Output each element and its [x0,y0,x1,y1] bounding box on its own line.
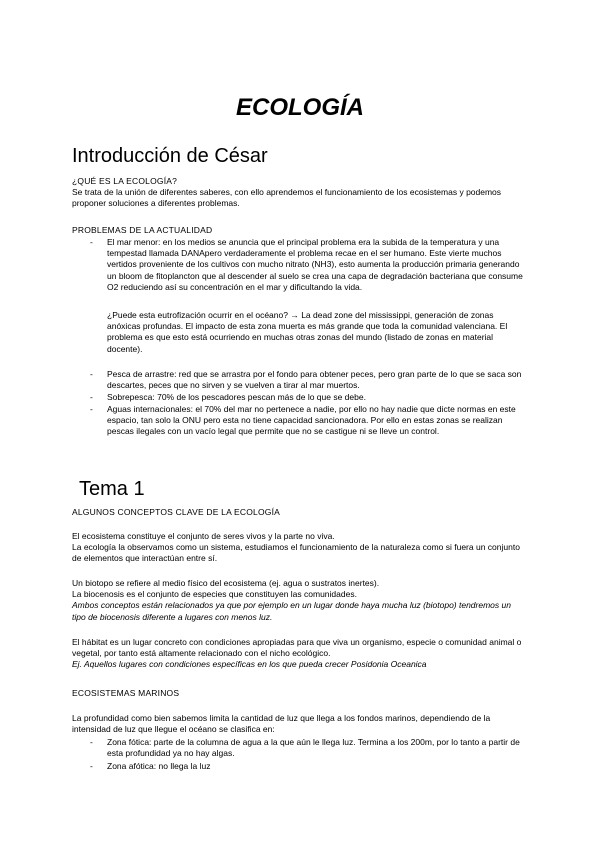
section-heading-problemas: PROBLEMAS DE LA ACTUALIDAD [72,225,213,235]
tema1-heading: Tema 1 [79,478,145,500]
list-item-pesca-arrastre: Pesca de arrastre: red que se arrastra por el fondo para obtener peces, pero gran parte de lo que se saca son descartes, peces que no sirven y se vuelven a tirar al mar muertos. [107,369,522,391]
paragraph-habitat [72,637,527,671]
section-heading-que-es: ¿QUÉ ES LA ECOLOGÍA? [72,176,178,186]
paragraph-text: La biocenosis es el conjunto de especies que constituyen las comunidades. [72,589,357,600]
bullet-marker: - [90,737,93,747]
list-item-sobrepesca: Sobrepesca: 70% de los pescadores pescan más de lo que se debe. [107,392,366,402]
paragraph-text: Un biotopo se refiere al medio físico del ecosistema (ej. agua o sustratos inertes). [72,578,380,588]
section-heading-conceptos: ALGUNOS CONCEPTOS CLAVE DE LA ECOLOGÍA [72,507,281,517]
document-title: ECOLOGÍA [235,94,364,121]
paragraph-text: El hábitat es un lugar concreto con condiciones apropiadas para que viva un organismo, especie o comunidad animal o vegetal, por tanto está altamente relacionado con el nicho ecológico. [72,637,522,659]
paragraph-biotopo [72,578,527,623]
bullet-marker: - [90,761,93,771]
list-item-aguas-internacionales: Aguas internacionales: el 70% del mar no pertenece a nadie, por ello no hay nadie que dicte normas en este espacio, tan solo la ONU pero esta no tiene capacidad sancionadora. Por ello en estas zonas se realizan pescas ilegales con un vacío legal que permite que no se castigue ni se lleve un control. [107,404,516,437]
list-item-zona-fotica: Zona fótica: parte de la columna de agua a la que aún le llega luz. Termina a los 200m, por lo tanto a partir de esta profundidad ya no hay algas. [107,737,520,759]
paragraph-ecosistema [72,531,527,565]
section-heading-ecosistemas-marinos: ECOSISTEMAS MARINOS [72,688,180,698]
paragraph-text: La profundidad como bien sabemos limita la cantidad de luz que llega a los fondos marinos, dependiendo de la intensidad de luz que llegue el océano se clasifica en: [72,713,491,735]
bullet-marker: - [90,369,93,379]
list-item-zona-afotica: Zona afótica: no llega la luz [107,761,211,771]
paragraph-profundidad [72,713,527,735]
bullet-marker: - [90,404,93,414]
bullet-marker: - [90,392,93,402]
paragraph-text-italic: Ej. Aquellos lugares con condiciones específicas en los que pueda crecer Posidonia Oceanica [72,659,427,670]
intro-paragraph [72,187,527,209]
paragraph-text: Se trata de la unión de diferentes saberes, con ello aprendemos el funcionamiento de los ecosistemas y podemos proponer soluciones a diferentes problemas. [72,187,502,209]
paragraph-text: El ecosistema constituye el conjunto de seres vivos y la parte no viva. [72,531,335,541]
intro-heading: Introducción de César [72,145,268,167]
list-item-mar-menor: El mar menor: en los medios se anuncia que el principal problema era la subida de la temperatura y una tempestad llamada DANApero verdaderamente el problema recae en el ser humano. Este vierte muchos vertidos proveniente de los cultivos con mucho nitrato (NH3), esto aumenta la producción primaria generando un bloom de fitoplancton que al descender al suelo se crea una capa de degradación bacteriana que consume O2 reduciendo así su concentración en el mar y dificultando la vida. [107,237,523,292]
bullet-marker: - [90,237,93,247]
list-item-eutrofizacion: ¿Puede esta eutrofización ocurrir en el océano? → La dead zone del mississippi, generación de zonas anóxicas profundas. El impacto de esta zona muerta es más grande que toda la comunidad valenciana. El problema es que esto está ocurriendo en muchas otras zonas del mundo (listado de zonas en material docente). [107,310,508,354]
paragraph-text: La ecología la observamos como un sistema, estudiamos el funcionamiento de la naturaleza como si fuera un conjunto de elementos que interactúan entre sí. [72,542,520,564]
paragraph-text-italic: Ambos conceptos están relacionados ya que por ejemplo en un lugar donde haya mucha luz (biotopo) tendremos un tipo de biocenosis diferente a lugares con menos luz. [72,600,511,622]
